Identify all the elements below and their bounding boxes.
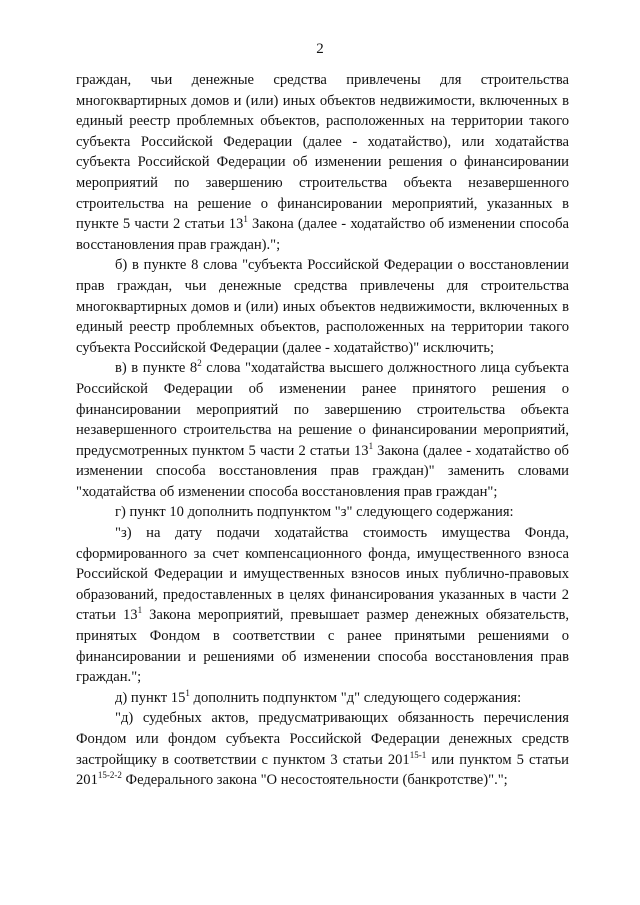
paragraph-text: граждан, чьи денежные средства привлечены для строительства многоквартирных домов и (или) иных объектов недвижимости, включенных в единый реестр проблемных объектов, расположенных на территории такого субъекта Российской Федерации (далее - ходатайство), или ходатайства субъекта Российской Федерации об изменении решения о финансировании мероприятий по завершению строительства объекта незавершенного строительства на решение о финансировании мероприятий, указанных в пункте 5 части 2 статьи 13 <box>76 72 569 233</box>
paragraph-text: "з) на дату подачи ходатайства стоимость имущества Фонда, сформированного за счет компенсационного фонда, имущественного взноса Российской Федерации и имущественных взносов иных публично-правовых образований, предоставленных в целях финансирования указанных в части 2 статьи 13 <box>76 525 569 624</box>
superscript: 15-1 <box>409 749 427 760</box>
paragraph <box>76 358 569 502</box>
document-body <box>76 70 569 791</box>
paragraph-text: б) в пункте 8 слова "субъекта Российской Федерации о восстановлении прав граждан, чьи денежные средства привлечены для строительства многоквартирных домов и (или) иных объектов недвижимости, включенных в единый реестр проблемных объектов, расположенных на территории такого субъекта Российской Федерации (далее - ходатайство)" исключить; <box>76 257 569 356</box>
page-number: 2 <box>316 41 324 57</box>
paragraph <box>76 523 569 688</box>
paragraph-text: слова "ходатайства высшего должностного лица субъекта Российской Федерации об изменении ранее принятого решения о финансировании мероприятий по завершению строительства объекта незавершенного строительства на решение о финансировании мероприятий, предусмотренных пунктом 5 части 2 статьи 13 <box>76 360 570 459</box>
paragraph-text: д) пункт 15 <box>115 689 186 706</box>
superscript: 1 <box>137 605 143 616</box>
paragraph <box>76 502 569 523</box>
paragraph-text: в) в пункте 8 <box>115 360 198 377</box>
paragraph-text: Закона мероприятий, превышает размер денежных обязательств, принятых Фондом в соответствии с ранее принятыми решениями о финансировании и решениями об изменении способа восстановления прав граждан."; <box>76 607 569 686</box>
paragraph-text: г) пункт 10 дополнить подпунктом "з" следующего содержания: <box>115 504 514 521</box>
paragraph <box>76 688 569 709</box>
paragraph-text: или пунктом 5 статьи 201 <box>76 751 569 789</box>
superscript: 1 <box>368 440 374 451</box>
superscript: 2 <box>197 358 202 369</box>
paragraph-text: Федерального закона "О несостоятельности (банкротстве)"."; <box>121 772 508 789</box>
superscript: 1 <box>243 214 248 225</box>
paragraph-text: Закона (далее - ходатайство об изменении способа восстановления прав граждан)" заменить словами "ходатайства об изменении способа восстановления прав граждан"; <box>76 442 569 500</box>
superscript: 1 <box>185 687 190 698</box>
superscript: 15-2-2 <box>97 770 122 781</box>
paragraph <box>76 708 569 790</box>
paragraph <box>76 70 569 255</box>
paragraph-text: Закона (далее - ходатайство об изменении способа восстановления прав граждан)."; <box>76 216 569 253</box>
paragraph <box>76 255 569 358</box>
paragraph-text: "д) судебных актов, предусматривающих обязанность перечисления Фондом или фондом субъекта Российской Федерации денежных средств застройщику в соответствии с пунктом 3 статьи 201 <box>76 710 569 768</box>
paragraph-text: дополнить подпунктом "д" следующего содержания: <box>189 689 522 706</box>
